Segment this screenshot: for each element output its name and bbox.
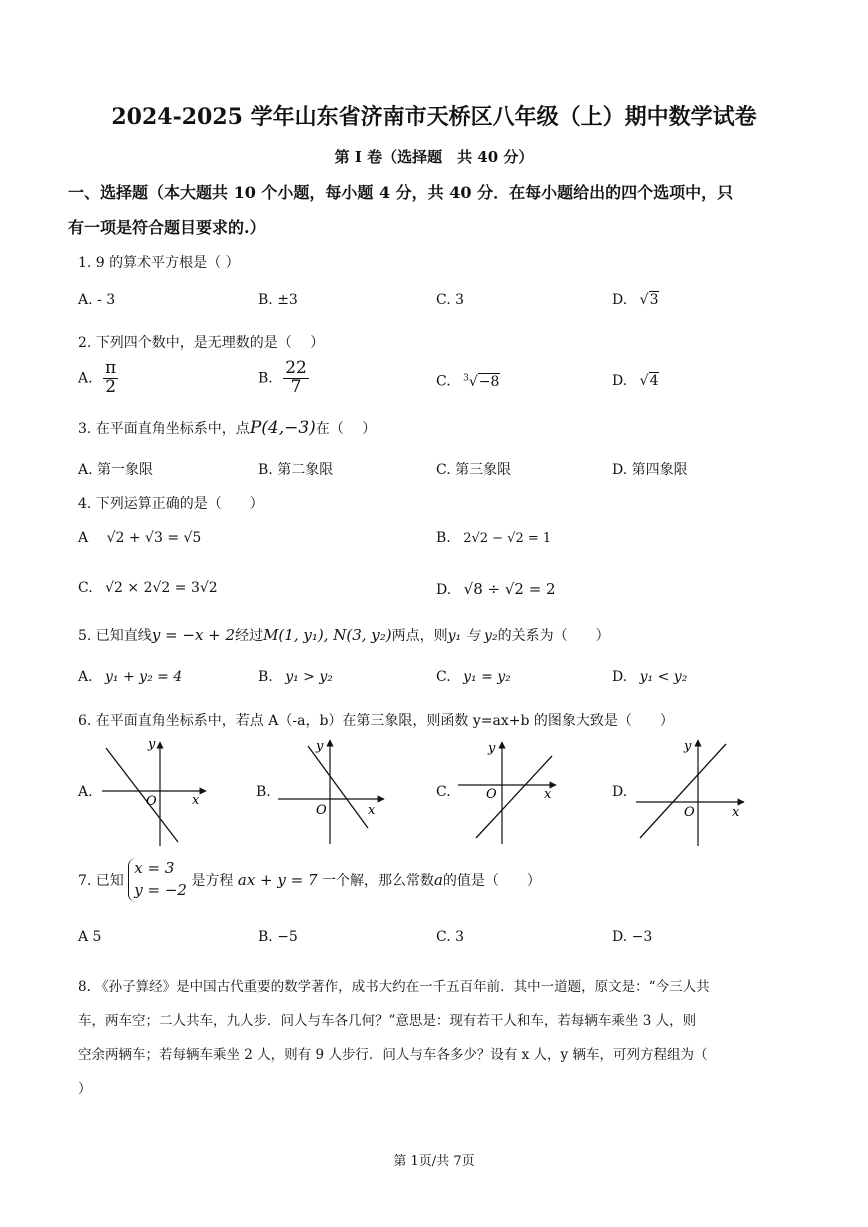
q7-stem-pre: 7. 已知	[78, 872, 124, 889]
q2-b-numerator: 22	[285, 358, 307, 378]
q5-stem-pre: 5. 已知直线	[78, 628, 152, 644]
q2-option-d: D. √4	[612, 373, 659, 389]
x-axis-label: x	[192, 793, 200, 808]
function-line	[640, 744, 726, 838]
section-heading-line1: 一、选择题（本大题共 10 个小题，每小题 4 分，共 40 分．在每小题给出的四个选项中，只	[68, 183, 734, 202]
q8-line2: 车，两车空；二人共车，九人步．问人与车各几何？”意思是：现有若干人和车，若每辆车乘坐 3 人，则	[78, 1013, 697, 1029]
q3-point: P(4,−3)	[249, 418, 316, 438]
y-axis-label: y	[316, 739, 324, 754]
x-axis-label: x	[368, 803, 376, 818]
q1-option-d-radicand: 3	[649, 292, 659, 308]
q4-option-c-label: C.	[78, 580, 93, 596]
exam-title: 2024-2025 学年山东省济南市天桥区八年级（上）期中数学试卷	[111, 104, 757, 130]
q5-relation-vars: y₁ 与 y₂	[447, 628, 498, 644]
q5-stem-mid: 经过	[235, 628, 264, 644]
q6-graph-c	[456, 738, 566, 848]
q5-option-d	[612, 669, 687, 685]
q7-system-eq2: y = −2	[134, 880, 187, 899]
q7-equation: ax + y = 7	[237, 870, 318, 889]
q4-option-d-label: D.	[436, 582, 452, 598]
q2-option-c-label: C.	[436, 373, 451, 390]
q7-variable: a	[433, 870, 443, 889]
q3-option-a: A. 第一象限	[78, 462, 154, 478]
y-axis-label: y	[488, 741, 496, 756]
q2-option-a-label: A.	[78, 370, 93, 387]
q5-option-c-label: C.	[436, 669, 451, 685]
q2-option-b-label: B.	[258, 370, 273, 387]
q4-option-d	[436, 580, 556, 598]
q4-option-b	[436, 530, 551, 546]
q7-stem-mid: 是方程	[191, 872, 234, 889]
origin-label: O	[684, 805, 695, 820]
q2-option-a	[78, 360, 118, 397]
q4-option-b-expr: 2√2 − √2 = 1	[463, 531, 552, 546]
q5-option-d-label: D.	[612, 669, 628, 685]
q5-option-d-expr: y₁ < y₂	[639, 669, 688, 685]
q2-a-numerator: π	[105, 358, 117, 378]
exam-subtitle: 第 I 卷（选择题 共 40 分）	[334, 148, 534, 166]
q3-option-c: C. 第三象限	[436, 462, 512, 478]
q1-option-c: C. 3	[436, 292, 465, 308]
q5-option-a-expr: y₁ + y₂ = 4	[105, 669, 183, 685]
q8-line3: 空余两辆车；若每辆车乘坐 2 人，则有 9 人步行．问人与车各多少？设有 x 人，y 辆车，可列方程组为（	[78, 1047, 708, 1063]
q4-option-a	[78, 530, 201, 546]
q4-stem: 4. 下列运算正确的是（ ）	[78, 496, 264, 512]
q7-stem-post: 一个解，那么常数	[321, 872, 434, 889]
q5-option-a	[78, 669, 182, 685]
q7-option-d: D. −3	[612, 929, 653, 945]
q1-option-b: B. ±3	[258, 292, 298, 308]
q4-option-b-label: B.	[436, 530, 451, 546]
q4-option-a-expr: √2 + √3 = √5	[106, 530, 202, 546]
q2-option-d-label: D.	[612, 373, 628, 389]
origin-label: O	[316, 803, 327, 818]
q7-option-b: B. −5	[258, 929, 298, 945]
q5-option-c-expr: y₁ = y₂	[463, 669, 511, 685]
q3-stem	[78, 418, 376, 438]
q1-stem: 1. 9 的算术平方根是（ ）	[78, 255, 240, 271]
q5-points: M(1, y₁), N(3, y₂)	[263, 626, 392, 644]
q1-option-d-label: D.	[612, 292, 628, 308]
q2-b-denominator: 7	[290, 376, 302, 397]
q6-stem: 6. 在平面直角坐标系中，若点 A（-a，b）在第三象限，则函数 y=ax+b 的图象大致是（ ）	[78, 713, 674, 729]
q1-option-a: A. - 3	[78, 292, 116, 308]
q5-stem-end: 的关系为（ ）	[497, 628, 610, 644]
q1-option-d: D. √3	[612, 292, 659, 308]
q7-stem-end: 的值是（ ）	[442, 872, 541, 889]
q3-stem-post: 在（ ）	[315, 421, 377, 437]
q2-c-root-index: 3	[463, 373, 469, 383]
q3-option-d: D. 第四象限	[612, 462, 688, 478]
q4-option-a-label: A	[78, 530, 89, 546]
q5-stem-post: 两点，则	[391, 628, 448, 644]
q7-system-eq1: x = 3	[134, 859, 175, 877]
q6-graph-d	[632, 736, 752, 848]
q2-d-radicand: 4	[649, 373, 659, 389]
q7-stem	[78, 858, 541, 902]
q6-option-d-label: D.	[612, 784, 628, 800]
q2-option-c: C. $^3$√−8	[436, 373, 500, 390]
y-axis-label: y	[148, 738, 156, 752]
q2-option-b	[258, 360, 309, 397]
q4-option-d-expr: √8 ÷ √2 = 2	[463, 580, 556, 598]
q7-option-a: A 5	[78, 929, 102, 945]
q8-line4: ）	[78, 1081, 92, 1097]
q6-option-a-label: A.	[78, 784, 93, 800]
q6-graph-a	[96, 738, 216, 848]
q5-option-b-expr: y₁ > y₂	[285, 669, 333, 685]
q5-option-b-label: B.	[258, 669, 273, 685]
q7-option-c: C. 3	[436, 929, 465, 945]
q2-c-radicand: −8	[478, 373, 500, 390]
q2-a-denominator: 2	[105, 376, 117, 397]
y-axis-label: y	[684, 739, 692, 754]
q4-option-c	[78, 580, 218, 596]
x-axis-label: x	[732, 805, 740, 820]
q6-graph-b	[274, 736, 394, 846]
origin-label: O	[486, 787, 497, 802]
q6-option-c-label: C.	[436, 784, 451, 800]
page-number: 第 1页/共 7页	[393, 1154, 475, 1169]
x-axis-label: x	[544, 787, 552, 802]
function-line	[106, 748, 178, 842]
q5-option-c	[436, 669, 511, 685]
origin-label: O	[146, 794, 157, 809]
q2-stem: 2. 下列四个数中，是无理数的是（ ）	[78, 335, 325, 351]
q5-option-b	[258, 669, 333, 685]
q3-option-b: B. 第二象限	[258, 462, 334, 478]
q6-option-b-label: B.	[256, 784, 271, 800]
q5-line-eq: y = −x + 2	[151, 626, 236, 644]
section-heading-line2: 有一项是符合题目要求的.）	[68, 218, 266, 237]
q4-option-c-expr: √2 × 2√2 = 3√2	[105, 580, 218, 596]
q8-line1: 8. 《孙子算经》是中国古代重要的数学著作，成书大约在一千五百年前．其中一道题，原文是：“今三人共	[78, 979, 710, 995]
q5-option-a-label: A.	[78, 669, 93, 685]
q7-equation-system	[128, 858, 187, 902]
q5-stem	[78, 625, 610, 645]
q3-stem-pre: 3. 在平面直角坐标系中，点	[78, 421, 250, 437]
